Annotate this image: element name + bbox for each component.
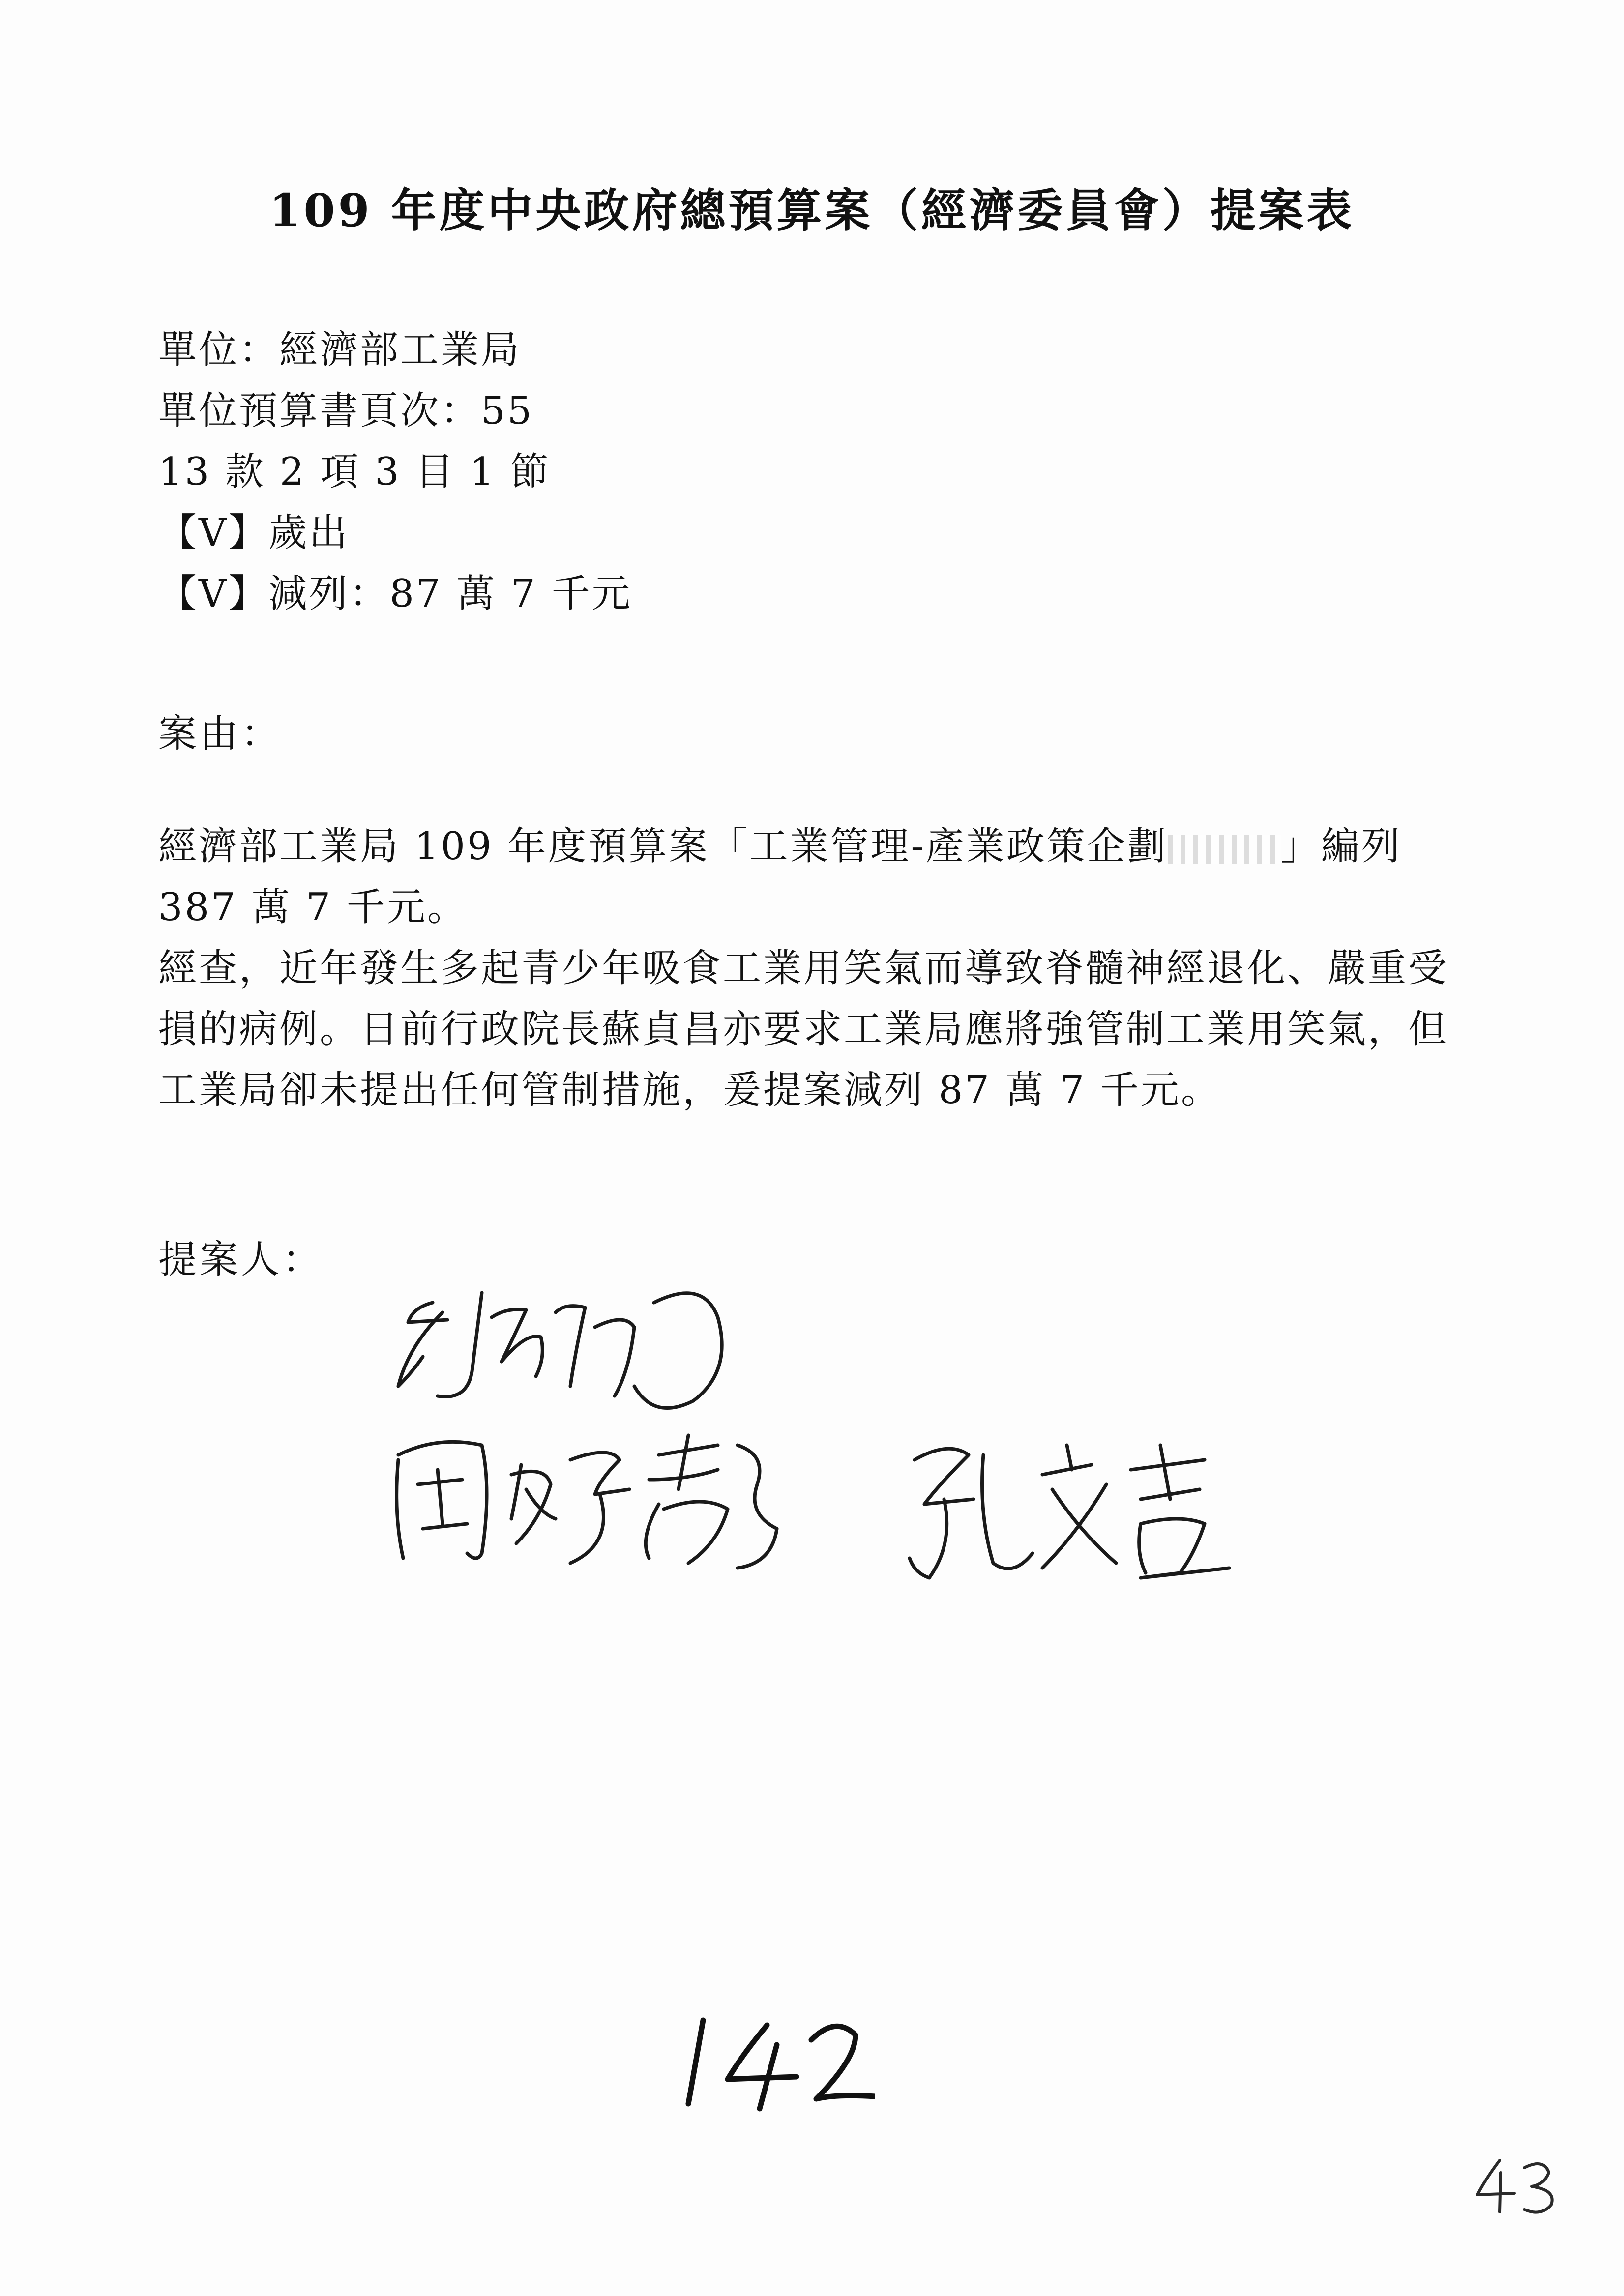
proposal-meta (158, 320, 632, 624)
reason-body (158, 816, 1486, 1121)
budget-item-line: 13 款 2 項 3 目 1 節 (158, 450, 551, 494)
signature-1 (379, 1273, 733, 1421)
expenditure-check-line: 【V】歲出 (158, 511, 350, 555)
reduction-check-line: 【V】減列：87 萬 7 千元 (158, 572, 632, 616)
reason-label: 案由： (158, 712, 283, 756)
reason-paragraph-1-end: 」編列 387 萬 7 千元。 (158, 824, 1402, 930)
signature-2 (384, 1416, 787, 1578)
handwritten-number (669, 2005, 875, 2114)
budget-page-line: 單位預算書頁次：55 (158, 389, 534, 433)
signature-1-icon (379, 1273, 733, 1421)
signature-2-icon (384, 1416, 787, 1578)
redacted-text (1168, 835, 1281, 864)
handwritten-number-icon (669, 2005, 875, 2114)
reason-paragraph-1 (158, 816, 1486, 938)
page-number (1470, 2153, 1559, 2217)
page-number-icon (1470, 2153, 1559, 2217)
reason-paragraph-1-start: 經濟部工業局 109 年度預算案「工業管理-產業政策企劃 (158, 824, 1168, 869)
document-title: 109 年度中央政府總預算案（經濟委員會）提案表 (269, 184, 1355, 237)
signature-3 (885, 1416, 1259, 1593)
proposer-label: 提案人： (158, 1238, 324, 1282)
unit-line: 單位：經濟部工業局 (158, 328, 522, 372)
signature-3-icon (885, 1416, 1259, 1593)
reason-paragraph-2: 經查，近年發生多起青少年吸食工業用笑氣而導致脊髓神經退化、嚴重受損的病例。日前行政院長蘇貞昌亦要求工業局應將強管制工業用笑氣，但工業局卻未提出任何管制措施，爰提案減列 87 萬 7 千元。 (158, 946, 1449, 1112)
